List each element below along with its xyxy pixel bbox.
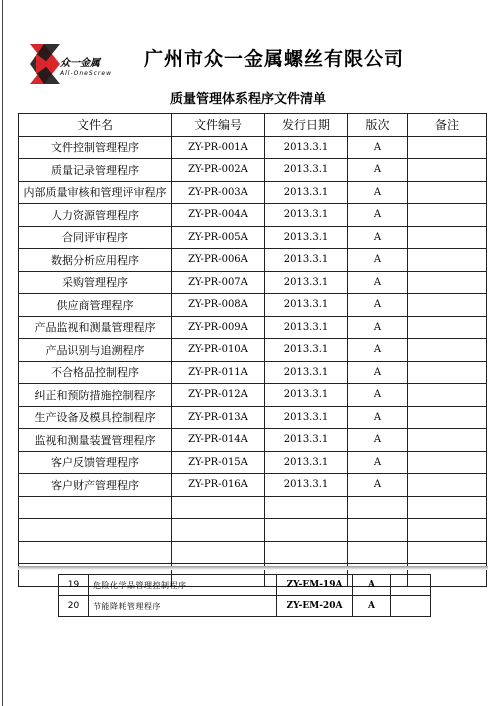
cell-note (408, 271, 487, 294)
row-code: ZY-EM-19A (277, 575, 353, 596)
cell-version: A (348, 474, 408, 497)
cell-file-code: ZY-PR-012A (172, 384, 265, 407)
table-row (19, 519, 487, 542)
cell-file-code: ZY-PR-002A (172, 159, 265, 182)
cell-file-code: ZY-PR-011A (172, 361, 265, 384)
cell-issue-date: 2013.3.1 (265, 429, 348, 452)
cell-issue-date: 2013.3.1 (265, 451, 348, 474)
table-row (19, 451, 487, 474)
cell-issue-date: 2013.3.1 (265, 226, 348, 249)
cell-file-code: ZY-PR-009A (172, 316, 265, 339)
cell-version: A (348, 339, 408, 362)
fragment-table (58, 574, 431, 617)
cell-issue-date (265, 519, 348, 542)
cell-note (408, 226, 487, 249)
cell-file-code (172, 519, 265, 542)
cell-version: A (348, 316, 408, 339)
table-row (19, 339, 487, 362)
cell-version: A (348, 181, 408, 204)
cell-issue-date: 2013.3.1 (265, 294, 348, 317)
cell-issue-date: 2013.3.1 (265, 249, 348, 272)
cell-issue-date: 2013.3.1 (265, 406, 348, 429)
cell-issue-date: 2013.3.1 (265, 474, 348, 497)
cell-file-name: 质量记录管理程序 (19, 159, 172, 182)
table-row (19, 294, 487, 317)
row-number: 19 (59, 575, 89, 596)
cell-note (408, 496, 487, 519)
cell-file-name: 监视和测量装置管理程序 (19, 429, 172, 452)
cell-version: A (348, 451, 408, 474)
cell-issue-date: 2013.3.1 (265, 339, 348, 362)
cell-version: A (348, 294, 408, 317)
cell-note (408, 429, 487, 452)
cell-file-name (19, 496, 172, 519)
table-row (19, 541, 487, 564)
cell-note (408, 249, 487, 272)
cell-note (408, 361, 487, 384)
cell-note (408, 181, 487, 204)
table-row (19, 406, 487, 429)
cell-issue-date (265, 541, 348, 564)
table-row (19, 204, 487, 227)
table-row (59, 596, 431, 617)
cell-issue-date (265, 496, 348, 519)
procedure-list-table (18, 113, 487, 587)
cell-issue-date: 2013.3.1 (265, 181, 348, 204)
cell-file-code: ZY-PR-001A (172, 136, 265, 159)
cell-file-name: 产品监视和测量管理程序 (19, 316, 172, 339)
table-row (19, 496, 487, 519)
row-version: A (353, 575, 391, 596)
cell-file-code: ZY-PR-010A (172, 339, 265, 362)
row-code: ZY-EM-20A (277, 596, 353, 617)
table-row (19, 136, 487, 159)
table-row (19, 384, 487, 407)
cell-file-code: ZY-PR-016A (172, 474, 265, 497)
table-row (19, 159, 487, 182)
cell-note (408, 339, 487, 362)
row-version: A (353, 596, 391, 617)
cell-note (408, 384, 487, 407)
table-row (19, 249, 487, 272)
cell-file-name: 人力资源管理程序 (19, 204, 172, 227)
cell-issue-date: 2013.3.1 (265, 136, 348, 159)
cell-note (408, 316, 487, 339)
cell-version: A (348, 136, 408, 159)
row-name: 节能降耗管理程序 (89, 596, 277, 617)
cell-file-code: ZY-PR-013A (172, 406, 265, 429)
cell-note (408, 519, 487, 542)
cell-file-code (172, 496, 265, 519)
cell-file-name: 合同评审程序 (19, 226, 172, 249)
document-title: 质量管理体系程序文件清单 (170, 92, 327, 107)
cell-issue-date: 2013.3.1 (265, 361, 348, 384)
table-row (19, 429, 487, 452)
column-header-code: 文件编号 (172, 114, 265, 137)
cell-note (408, 136, 487, 159)
table-row (19, 316, 487, 339)
table-row (19, 474, 487, 497)
cell-version: A (348, 159, 408, 182)
cell-file-name: 不合格品控制程序 (19, 361, 172, 384)
cell-file-code: ZY-PR-005A (172, 226, 265, 249)
cell-file-code: ZY-PR-014A (172, 429, 265, 452)
table-row (19, 271, 487, 294)
company-name: 广州市众一金属螺丝有限公司 (144, 48, 405, 70)
cell-note (408, 406, 487, 429)
table-row (19, 181, 487, 204)
logo-subtext: All-OneScrew (60, 70, 112, 77)
cell-version: A (348, 361, 408, 384)
column-header-date: 发行日期 (265, 114, 348, 137)
row-number: 20 (59, 596, 89, 617)
cell-version: A (348, 429, 408, 452)
row-name: 危险化学品管理控制程序 (89, 575, 277, 596)
cell-version: A (348, 249, 408, 272)
table-header-row (19, 114, 487, 137)
cell-note (408, 204, 487, 227)
column-header-version: 版次 (348, 114, 408, 137)
cell-note (408, 474, 487, 497)
cell-file-code (172, 541, 265, 564)
table-row (19, 361, 487, 384)
cell-issue-date: 2013.3.1 (265, 316, 348, 339)
cell-file-name: 供应商管理程序 (19, 294, 172, 317)
cell-version: A (348, 204, 408, 227)
cell-file-code: ZY-PR-007A (172, 271, 265, 294)
cell-version: A (348, 406, 408, 429)
cell-file-name: 数据分析应用程序 (19, 249, 172, 272)
column-header-name: 文件名 (19, 114, 172, 137)
cell-file-code: ZY-PR-003A (172, 181, 265, 204)
cell-version: A (348, 226, 408, 249)
cell-file-code: ZY-PR-015A (172, 451, 265, 474)
cell-file-name: 客户财产管理程序 (19, 474, 172, 497)
cell-note (408, 159, 487, 182)
cell-file-name: 采购管理程序 (19, 271, 172, 294)
row-note (391, 575, 431, 596)
cell-file-name: 产品识别与追溯程序 (19, 339, 172, 362)
cell-version (348, 519, 408, 542)
cell-version: A (348, 271, 408, 294)
cell-file-name: 内部质量审核和管理评审程序 (19, 181, 172, 204)
scanned-table-fragment (18, 566, 488, 706)
cell-note (408, 541, 487, 564)
cell-file-name: 文件控制管理程序 (19, 136, 172, 159)
cell-file-code: ZY-PR-004A (172, 204, 265, 227)
cell-file-code: ZY-PR-008A (172, 294, 265, 317)
cell-issue-date: 2013.3.1 (265, 204, 348, 227)
cell-file-name (19, 541, 172, 564)
cell-version (348, 496, 408, 519)
cell-issue-date: 2013.3.1 (265, 384, 348, 407)
table-row (19, 226, 487, 249)
cell-note (408, 294, 487, 317)
cell-file-name: 客户反馈管理程序 (19, 451, 172, 474)
company-logo (30, 42, 130, 86)
cell-issue-date: 2013.3.1 (265, 159, 348, 182)
cell-note (408, 451, 487, 474)
row-note (391, 596, 431, 617)
cell-file-name (19, 519, 172, 542)
logo-text: 众一金属 (60, 58, 100, 69)
cell-version (348, 541, 408, 564)
cell-file-code: ZY-PR-006A (172, 249, 265, 272)
table-row (59, 575, 431, 596)
cell-file-name: 纠正和预防措施控制程序 (19, 384, 172, 407)
column-header-note: 备注 (408, 114, 487, 137)
cell-issue-date: 2013.3.1 (265, 271, 348, 294)
fragment-edge-shadow (18, 566, 488, 570)
cell-version: A (348, 384, 408, 407)
left-page-border (2, 0, 3, 706)
cell-file-name: 生产设备及模具控制程序 (19, 406, 172, 429)
